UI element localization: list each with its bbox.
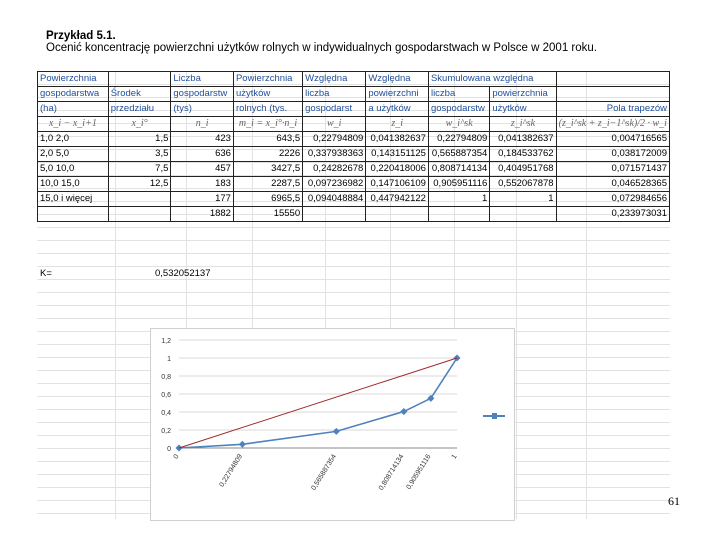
formula-cell: x_i − x_i+1 [38,117,109,132]
header-cell: Środek [108,87,171,102]
header-row [38,102,670,117]
totals-cell [490,207,556,222]
totals-cell [366,207,429,222]
table-cell: 1 [490,192,556,207]
table-cell: 2226 [233,147,302,162]
table-cell: 177 [171,192,234,207]
table-cell: 5,0 10,0 [38,162,109,177]
header-cell: Względna [303,72,366,87]
formula-cell: n_i [171,117,234,132]
header-cell: liczba [428,87,489,102]
lorenz-point [333,428,340,435]
header-cell: użytków [233,87,302,102]
k-value: 0,532052137 [155,268,211,279]
formula-cell: m_i = x_i°·n_i [233,117,302,132]
page-number: 61 [668,494,680,508]
header-cell: Skumulowana względna [428,72,556,87]
x-tick-label: 0,905951116 [405,453,433,491]
header-cell: powierzchnia [490,87,556,102]
table-cell: 0,184533762 [490,147,556,162]
table-cell: 0,552067878 [490,177,556,192]
x-tick-label: 0,565887354 [310,453,339,492]
table-cell: 0,905951116 [428,177,489,192]
table-row [38,132,670,147]
table-cell: 0,004716565 [556,132,669,147]
x-tick-label: 0,22794809 [218,453,245,489]
header-cell: liczba [303,87,366,102]
table-cell: 7,5 [108,162,171,177]
table-row [38,162,670,177]
table-cell: 12,5 [108,177,171,192]
table-cell: 0,041382637 [490,132,556,147]
x-tick-label: 0,808714134 [377,453,406,492]
header-cell: (tys) [171,102,234,117]
header-cell: Powierzchnia [38,72,109,87]
totals-cell: 1882 [171,207,234,222]
table-row [38,177,670,192]
table-cell: 423 [171,132,234,147]
table-cell: 457 [171,162,234,177]
table-cell: 6965,5 [233,192,302,207]
header-cell: gospodarst [303,102,366,117]
table-cell: 3427,5 [233,162,302,177]
header-cell: przedziału [108,102,171,117]
table-cell: 1 [428,192,489,207]
header-row [38,72,670,87]
table-cell: 0,041382637 [366,132,429,147]
formula-row [38,117,670,132]
table-cell: 0,097236982 [303,177,366,192]
x-tick-label: 0 [172,453,181,461]
y-tick-label: 0,4 [161,410,171,417]
header-cell: Pola trapezów [556,102,669,117]
header-cell: gospodarstw [171,87,234,102]
table-cell: 0,447942122 [366,192,429,207]
page-title: Przykład 5.1. [46,30,116,42]
formula-cell: (z_i^sk + z_i−1^sk)/2 · w_i [556,117,669,132]
totals-row [38,207,670,222]
y-tick-label: 1,2 [161,338,171,345]
y-tick-label: 1 [167,356,171,363]
table-cell: 0,071571437 [556,162,669,177]
totals-cell [303,207,366,222]
header-cell [556,72,669,87]
table-cell: 636 [171,147,234,162]
x-tick-label: 1 [450,453,459,461]
header-cell: a użytków [366,102,429,117]
formula-cell: w_i [303,117,366,132]
table-cell: 0,565887354 [428,147,489,162]
y-tick-label: 0,6 [161,392,171,399]
k-label: K= [40,268,52,279]
header-cell: Liczba [171,72,234,87]
table-cell: 0,038172009 [556,147,669,162]
y-tick-label: 0,2 [161,428,171,435]
header-cell: Powierzchnia [233,72,302,87]
table-cell [108,192,171,207]
data-table [37,71,670,222]
formula-cell: z_i^sk [490,117,556,132]
table-cell: 183 [171,177,234,192]
table-cell: 0,404951768 [490,162,556,177]
lorenz-point [239,441,246,448]
table-cell: 0,24282678 [303,162,366,177]
table-row [38,147,670,162]
y-tick-label: 0,8 [161,374,171,381]
table-cell: 2287,5 [233,177,302,192]
table-cell: 0,808714134 [428,162,489,177]
table-cell: 15,0 i więcej [38,192,109,207]
table-cell: 10,0 15,0 [38,177,109,192]
table-cell: 3,5 [108,147,171,162]
table-cell: 0,337938363 [303,147,366,162]
table-cell: 643,5 [233,132,302,147]
header-cell: gospodarstw [428,102,489,117]
header-cell: powierzchni [366,87,429,102]
formula-cell: x_i° [108,117,171,132]
table-cell: 0,143151125 [366,147,429,162]
table-cell: 0,147106109 [366,177,429,192]
table-row [38,192,670,207]
formula-cell: w_i^sk [428,117,489,132]
totals-cell: 0,233973031 [556,207,669,222]
table-cell: 0,094048884 [303,192,366,207]
table-cell: 0,072984656 [556,192,669,207]
header-cell: Względna [366,72,429,87]
totals-cell [428,207,489,222]
header-cell [556,87,669,102]
header-cell [108,72,171,87]
header-cell: rolnych (tys. [233,102,302,117]
totals-cell [38,207,109,222]
legend-marker [483,413,505,419]
table-cell: 0,046528365 [556,177,669,192]
table-cell: 0,22794809 [303,132,366,147]
y-tick-label: 0 [167,446,171,453]
totals-cell [108,207,171,222]
page-subtitle: Ocenić koncentrację powierzchni użytków rolnych w indywidualnych gospodarstwach w Polsce w 2001 roku. [46,42,597,54]
lorenz-chart-svg [151,329,514,520]
formula-cell: z_i [366,117,429,132]
header-cell: gospodarstwa [38,87,109,102]
table-cell: 2,0 5,0 [38,147,109,162]
lorenz-chart [150,328,515,521]
table-cell: 1,0 2,0 [38,132,109,147]
table-cell: 1,5 [108,132,171,147]
lorenz-point [400,408,407,415]
header-row [38,87,670,102]
header-cell: (ha) [38,102,109,117]
table-cell: 0,220418006 [366,162,429,177]
totals-cell: 15550 [233,207,302,222]
table-cell: 0,22794809 [428,132,489,147]
header-cell: użytków [490,102,556,117]
